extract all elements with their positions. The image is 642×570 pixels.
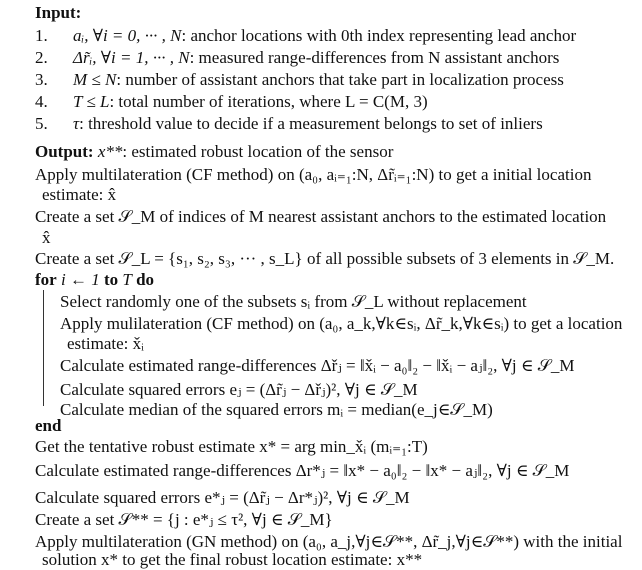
loop-body-bar: [43, 290, 44, 406]
loop-step-multilateration: Apply mulilateration (CF method) on (a₀, a_k,∀k∈sᵢ, Δr̃_k,∀k∈sᵢ) to get a location: [60, 314, 623, 333]
step-range-diff-star: Calculate estimated range-differences Δr*ⱼ = ‖x* − a₀‖₂ − ‖x* − aⱼ‖₂, ∀j ∈ 𝒮_M: [35, 461, 570, 480]
item-text: : anchor locations with 0th index representing lead anchor: [181, 26, 577, 45]
for-loop-header: [35, 270, 154, 290]
step-tentative-estimate: Get the tentative robust estimate x* = arg min_x̌ᵢ (mᵢ₌₁:T): [35, 437, 428, 456]
output-line: [35, 142, 393, 162]
step-create-sl: Create a set 𝒮_L = {s₁, s₂, s₃, ··· , s_L} of all possible subsets of 3 elements in 𝒮_M.: [35, 249, 615, 268]
step-initial-estimate-cont: estimate: x̂: [42, 185, 117, 204]
loop-step-range-diff: Calculate estimated range-differences Δřⱼ = ‖x̌ᵢ − a₀‖₂ − ‖x̌ᵢ − aⱼ‖₂, ∀j ∈ 𝒮_M: [60, 356, 575, 375]
for-keyword: for: [35, 270, 57, 289]
item-math: aᵢ, ∀i = 0, ··· , N: [73, 26, 182, 45]
step-final-multilateration-cont: solution x* to get the final robust location estimate: x**: [42, 550, 423, 569]
loop-step-squared-errors: Calculate squared errors eⱼ = (Δr̃ⱼ − Δřⱼ)², ∀j ∈ 𝒮_M: [60, 380, 418, 399]
end-keyword: end: [35, 416, 62, 435]
output-math: x**: [97, 142, 123, 161]
item-math: M ≤ N: [73, 70, 117, 89]
loop-step-multilateration-cont: estimate: x̌ᵢ: [67, 334, 144, 353]
input-label: Input:: [35, 3, 82, 22]
step-final-multilateration: Apply multilateration (GN method) on (a₀, a_j,∀j∈𝒮**, Δr̃_j,∀j∈𝒮**) with the initial: [35, 532, 623, 551]
step-squared-errors-star: Calculate squared errors e*ⱼ = (Δr̃ⱼ − Δr*ⱼ)², ∀j ∈ 𝒮_M: [35, 488, 410, 507]
item-number: 5.: [35, 114, 48, 133]
item-number: 3.: [35, 70, 48, 89]
to-keyword: to: [103, 270, 119, 289]
item-number: 4.: [35, 92, 48, 111]
loop-step-median: Calculate median of the squared errors mᵢ = median(e_j∈𝒮_M): [60, 400, 493, 419]
item-math: τ: [73, 114, 80, 133]
item-text: : threshold value to decide if a measurement belongs to set of inliers: [79, 114, 543, 133]
step-create-sm: Create a set 𝒮_M of indices of M nearest assistant anchors to the estimated location: [35, 207, 607, 226]
item-math: Δr̃ᵢ, ∀i = 1, ··· , N: [73, 48, 190, 67]
item-text: : total number of iterations, where L = C(M, 3): [109, 92, 428, 111]
output-text: : estimated robust location of the sensor: [122, 142, 394, 161]
step-create-inlier-set: Create a set 𝒮** = {j : e*ⱼ ≤ τ², ∀j ∈ 𝒮_M}: [35, 510, 333, 529]
item-math: T ≤ L: [73, 92, 110, 111]
step-create-sm-cont: x̂: [42, 228, 51, 247]
step-initial-estimate: Apply multilateration (CF method) on (a₀, aᵢ₌₁:N, Δr̃ᵢ₌₁:N) to get a initial location: [35, 165, 592, 184]
item-text: : number of assistant anchors that take part in localization process: [116, 70, 564, 89]
output-label: Output:: [35, 142, 94, 161]
for-variable: i ← 1: [60, 270, 100, 289]
do-keyword: do: [136, 270, 155, 289]
item-number: 2.: [35, 48, 48, 67]
for-bound: T: [122, 270, 132, 289]
loop-step-select: Select randomly one of the subsets sᵢ from 𝒮_L without replacement: [60, 292, 527, 311]
item-number: 1.: [35, 26, 48, 45]
item-text: : measured range-differences from N assistant anchors: [189, 48, 560, 67]
